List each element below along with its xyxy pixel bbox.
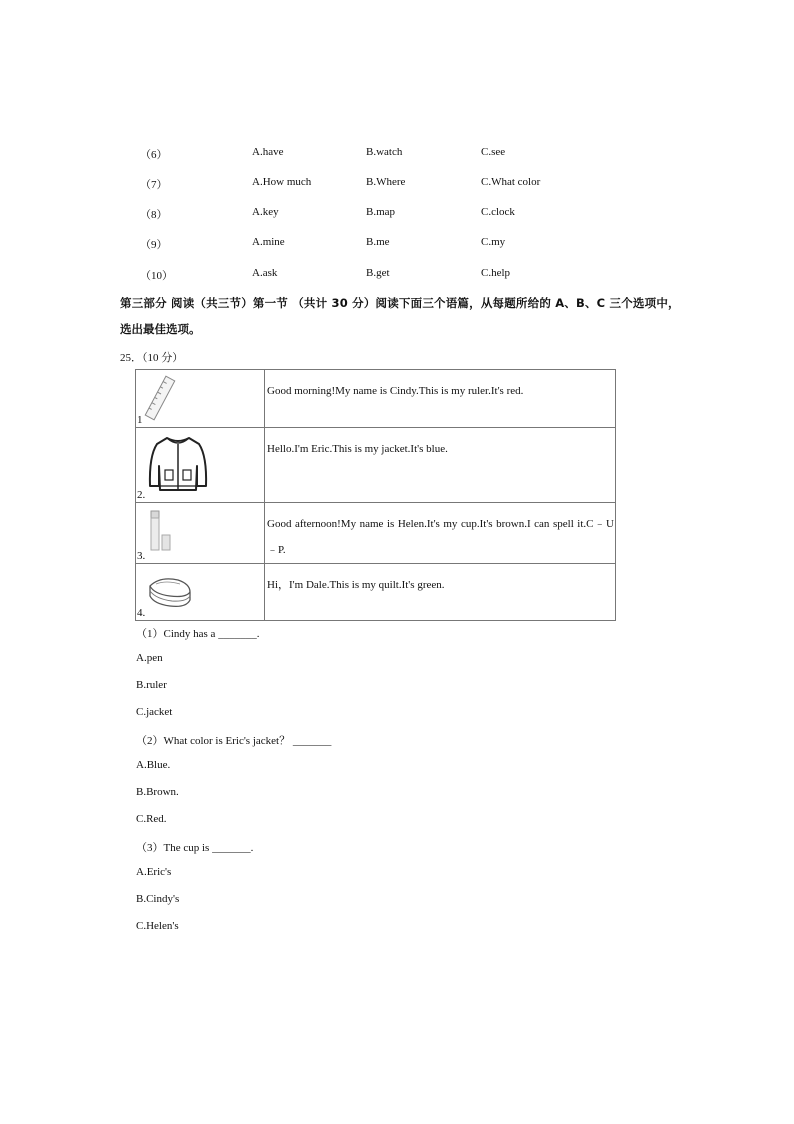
question-label: 25．（10 分） — [120, 352, 184, 364]
cup-icon — [148, 509, 172, 553]
option-c: C.my — [481, 236, 506, 248]
item-number: 4. — [137, 607, 146, 619]
jacket-icon — [147, 434, 209, 492]
option-a: A.How much — [252, 176, 312, 188]
option-c: C.help — [481, 267, 511, 279]
option-b: B.get — [366, 267, 390, 279]
quilt-icon — [146, 572, 194, 612]
answer-option: C.Helen's — [136, 920, 179, 932]
option-number: （8） — [140, 209, 168, 221]
option-b: B.Where — [366, 176, 406, 188]
text-cell: Hello.I'm Eric.This is my jacket.It's blue. — [265, 428, 616, 503]
answer-option: A.Eric's — [136, 866, 172, 878]
answer-option: B.Brown. — [136, 786, 179, 798]
table-row — [136, 564, 616, 621]
option-b: B.me — [366, 236, 390, 248]
option-row-7 — [0, 176, 794, 196]
option-c: C.clock — [481, 206, 515, 218]
item-number: 2. — [137, 489, 146, 501]
picture-cell — [136, 370, 265, 428]
option-row-8 — [0, 206, 794, 226]
text-cell: Hi，I'm Dale.This is my quilt.It's green. — [265, 564, 616, 621]
answer-option: C.Red. — [136, 813, 167, 825]
option-row-10 — [0, 267, 794, 287]
answer-option: B.ruler — [136, 679, 167, 691]
table-row — [136, 503, 616, 564]
option-a: A.key — [252, 206, 279, 218]
answer-option: C.jacket — [136, 706, 173, 718]
section-heading-line1: 第三部分 阅读（共三节）第一节 （共计 30 分）阅读下面三个语篇，从每题所给的 A、B、C 三个选项中， — [120, 296, 680, 310]
answer-option: B.Cindy's — [136, 893, 180, 905]
option-number: （10） — [140, 270, 173, 282]
section-heading-line2: 选出最佳选项。 — [120, 322, 201, 336]
reading-table — [135, 369, 616, 621]
text-cell: Good morning!My name is Cindy.This is my ruler.It's red. — [265, 370, 616, 428]
option-b: B.map — [366, 206, 396, 218]
option-number: （7） — [140, 179, 168, 191]
table-row — [136, 428, 616, 503]
option-number: （9） — [140, 239, 168, 251]
answer-option: A.Blue. — [136, 759, 171, 771]
option-c: C.What color — [481, 176, 541, 188]
picture-cell — [136, 428, 265, 503]
option-a: A.ask — [252, 267, 278, 279]
option-row-6 — [0, 146, 794, 166]
item-number: 3. — [137, 550, 146, 562]
sub-question-3: （3）The cup is _______. — [136, 842, 254, 854]
option-number: （6） — [140, 149, 168, 161]
text-cell: Good afternoon!My name is Helen.It's my cup.It's brown.I can spell it.C﹣U﹣P. — [265, 503, 616, 564]
picture-cell — [136, 503, 265, 564]
answer-option: A.pen — [136, 652, 163, 664]
sub-question-2: （2）What color is Eric's jacket？ _______ — [136, 735, 332, 747]
picture-cell — [136, 564, 265, 621]
table-row — [136, 370, 616, 428]
item-number: 1 — [137, 414, 143, 426]
option-b: B.watch — [366, 146, 403, 158]
option-a: A.have — [252, 146, 284, 158]
option-a: A.mine — [252, 236, 285, 248]
option-row-9 — [0, 236, 794, 256]
sub-question-1: （1）Cindy has a _______. — [136, 628, 260, 640]
option-c: C.see — [481, 146, 506, 158]
ruler-icon — [142, 374, 178, 422]
